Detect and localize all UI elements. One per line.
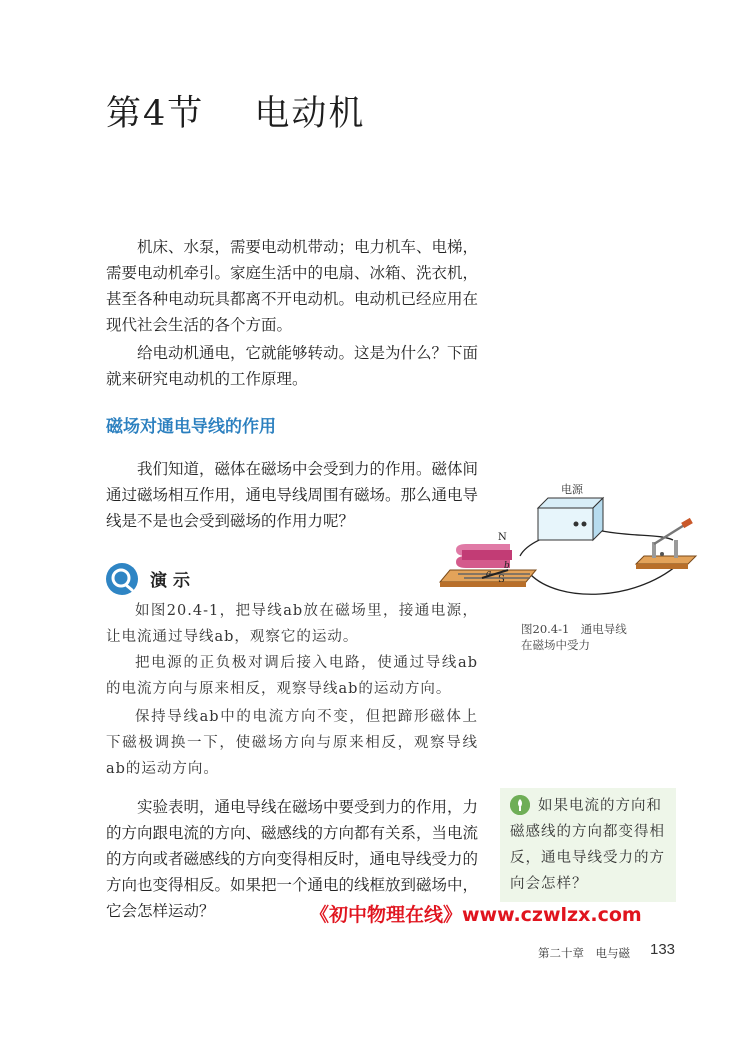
demo-paragraph-1: 如图20.4-1，把导线ab放在磁场里，接通电源，让电流通过导线ab，观察它的运动。	[106, 603, 478, 645]
n-pole-label: N	[498, 532, 507, 543]
sidebar-question	[510, 793, 670, 897]
watermark: 《初中物理在线》www.czwlzx.com	[310, 904, 642, 926]
power-label: 电源	[561, 483, 583, 496]
experiment-figure	[438, 478, 700, 603]
page-title: 第4节 电动机	[106, 94, 366, 134]
figure-caption: 图20.4-1 通电导线在磁场中受力	[521, 622, 627, 652]
s-pole-label: S	[498, 574, 505, 585]
sidebar-question-text: 如果电流的方向和磁感线的方向都变得相反，通电导线受力的方向会怎样？	[510, 798, 665, 892]
intro-paragraph-1: 机床、水泵，需要电动机带动；电力机车、电梯，需要电动机牵引。家庭生活中的电扇、冰箱、洗衣机，甚至各种电动玩具都离不开电动机。电动机已经应用在现代社会生活的各个方面。	[106, 238, 479, 334]
page-number: 133	[650, 941, 676, 958]
b-label: b	[504, 561, 510, 571]
power-supply	[538, 498, 603, 540]
section-title: 磁场对通电导线的作用	[106, 417, 276, 437]
demo-label: 演示	[150, 571, 196, 591]
footer-chapter: 第二十章 电与磁	[538, 946, 630, 960]
intro-paragraph-2: 给电动机通电，它就能够转动。这是为什么？下面就来研究电动机的工作原理。	[106, 344, 479, 388]
demo-paragraph-3: 保持导线ab中的电流方向不变，但把蹄形磁体上下磁极调换一下，使磁场方向与原来相反，观察导线ab的运动方向。	[106, 709, 478, 777]
section-paragraph: 我们知道，磁体在磁场中会受到力的作用。磁体间通过磁场相互作用，通电导线周围有磁场。那么通电导线是不是也会受到磁场的作用力呢？	[106, 460, 479, 530]
demo-icon	[106, 563, 138, 595]
a-label: a	[486, 569, 492, 579]
conclusion-paragraph: 实验表明，通电导线在磁场中要受到力的作用，力的方向跟电流的方向、磁感线的方向都有关系，当电流的方向或者磁感线的方向变得相反时，通电导线受力的方向也变得相反。如果把一个通电的线框放到磁场中，它会怎样运动？	[106, 798, 479, 920]
demo-paragraph-2: 把电源的正负极对调后接入电路，使通过导线ab的电流方向与原来相反，观察导线ab的运动方向。	[106, 655, 478, 697]
switch	[636, 518, 696, 569]
